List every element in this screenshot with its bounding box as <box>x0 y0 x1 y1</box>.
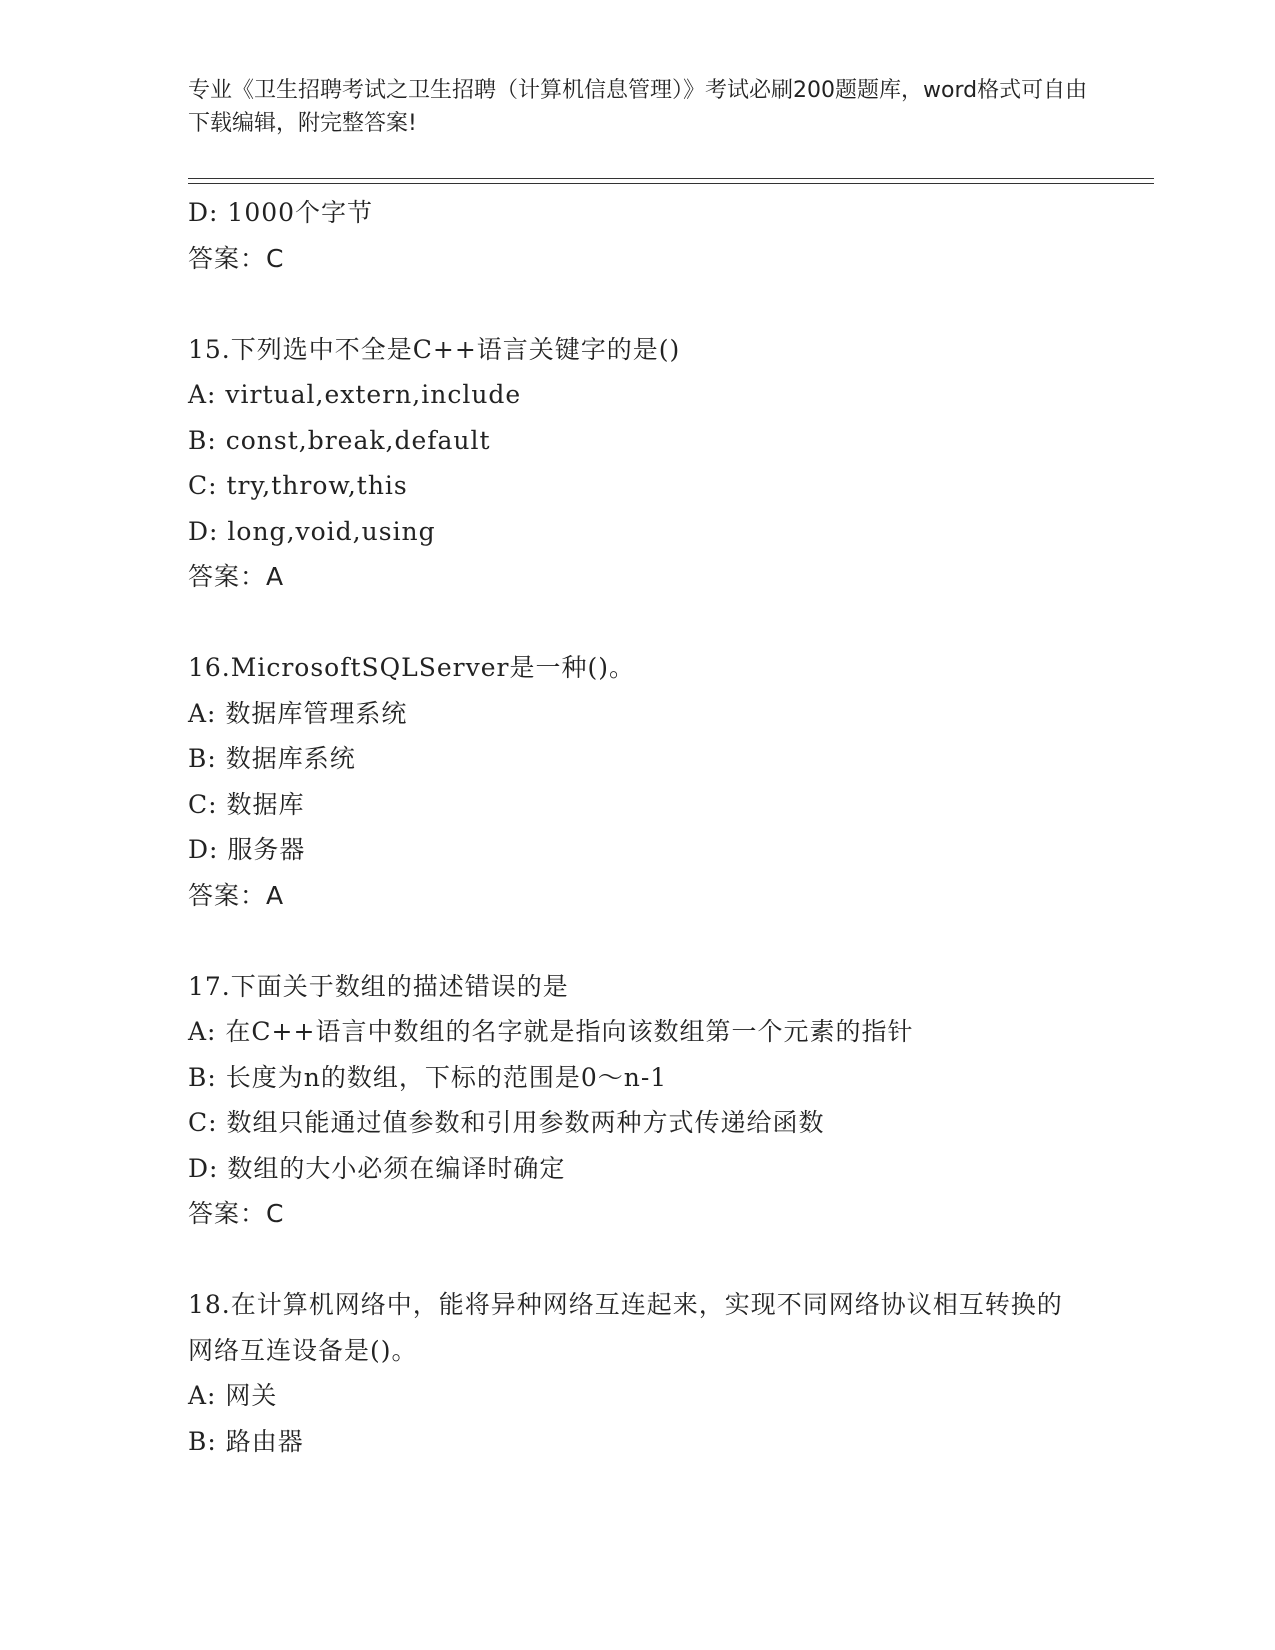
question-16 <box>188 645 1148 918</box>
option-d: D: long,void,using <box>188 516 436 546</box>
prev-answer: 答案：C <box>188 243 285 273</box>
question-stem: 16.MicrosoftSQLServer是一种()。 <box>188 653 636 682</box>
option-b: B: 数据库系统 <box>188 744 356 773</box>
prev-option-d: D: 1000个字节 <box>188 198 374 227</box>
spacer <box>188 600 1148 646</box>
option-c: C: try,throw,this <box>188 471 408 500</box>
option-a: A: 数据库管理系统 <box>188 698 408 728</box>
question-stem: 17.下面关于数组的描述错误的是 <box>188 971 569 1001</box>
spacer <box>188 918 1148 964</box>
question-15 <box>188 327 1148 600</box>
option-c: C: 数组只能通过值参数和引用参数两种方式传递给函数 <box>188 1108 825 1137</box>
answer: 答案：A <box>188 562 285 591</box>
header-divider <box>188 178 1154 184</box>
question-stem: 18.在计算机网络中，能将异种网络互连起来，实现不同网络协议相互转换的网络互连设备是()。 <box>188 1290 1063 1365</box>
spacer <box>188 1237 1148 1283</box>
answer: 答案：A <box>188 880 285 910</box>
question-stem: 15.下列选中不全是C++语言关键字的是() <box>188 334 681 364</box>
option-b: B: 长度为n的数组，下标的范围是0～n-1 <box>188 1062 668 1092</box>
option-a: A: virtual,extern,include <box>188 380 522 409</box>
option-a: A: 网关 <box>188 1381 278 1410</box>
page-header: 专业《卫生招聘考试之卫生招聘（计算机信息管理）》考试必刷200题题库，word格式可自由下载编辑，附完整答案! <box>188 78 1088 136</box>
option-c: C: 数据库 <box>188 789 305 819</box>
option-b: B: 路由器 <box>188 1426 304 1456</box>
option-d: D: 数组的大小必须在编译时确定 <box>188 1153 566 1183</box>
option-b: B: const,break,default <box>188 425 491 455</box>
question-17 <box>188 964 1148 1237</box>
question-list <box>188 190 1148 1464</box>
option-a: A: 在C++语言中数组的名字就是指向该数组第一个元素的指针 <box>188 1017 914 1046</box>
option-d: D: 服务器 <box>188 835 306 864</box>
question-18 <box>188 1282 1148 1464</box>
spacer <box>188 281 1148 327</box>
answer: 答案：C <box>188 1199 285 1228</box>
